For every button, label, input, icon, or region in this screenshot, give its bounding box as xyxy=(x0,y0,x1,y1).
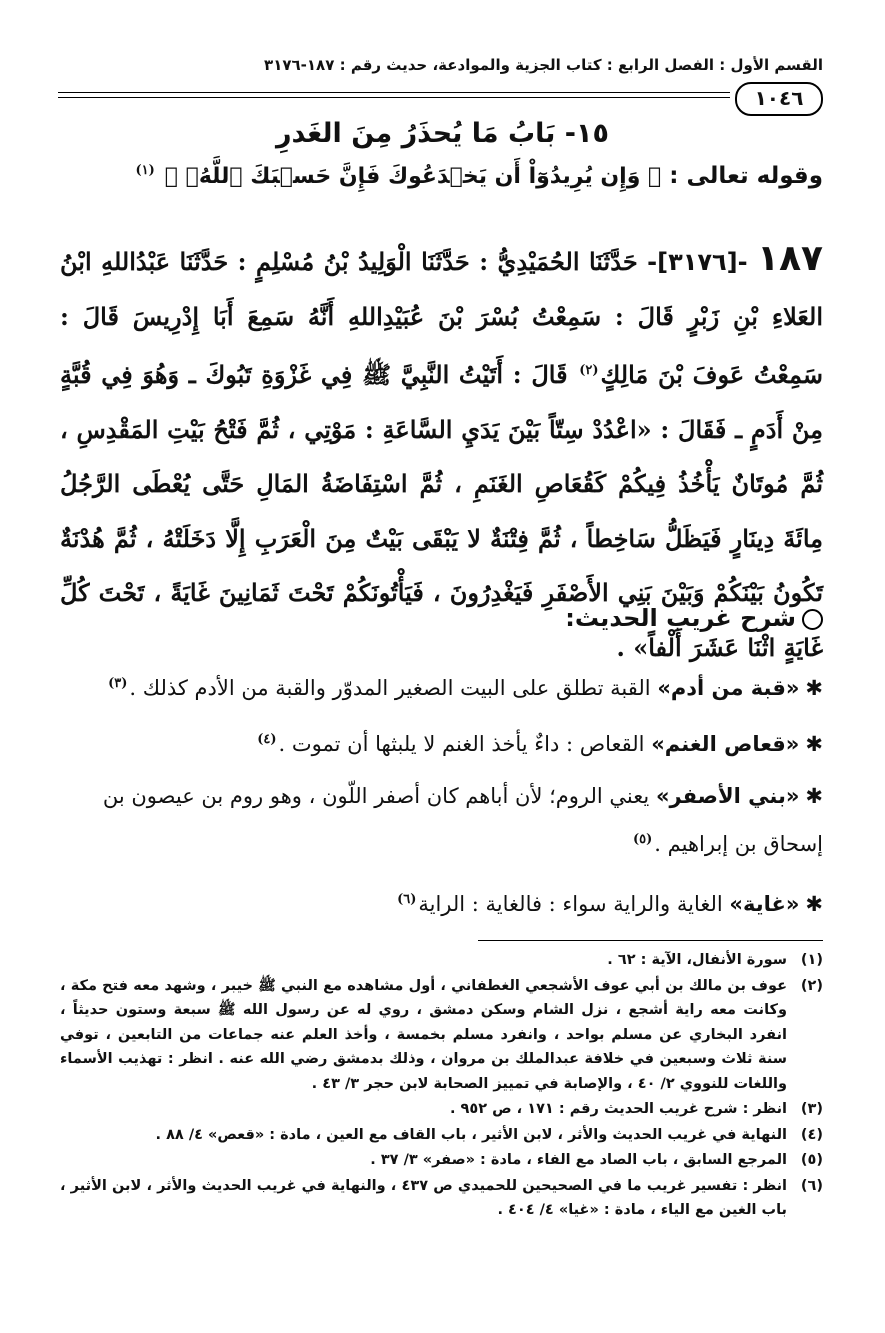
footnote-ref: (١) xyxy=(135,163,155,179)
footnote-ref: (٣) xyxy=(108,676,128,691)
gloss-text: الغاية والراية سواء : فالغاية : الراية xyxy=(418,892,723,916)
gloss-text: القعاص : داءٌ يأخذ الغنم لا يلبثها أن تموت . xyxy=(278,732,645,756)
gloss-term: «قعاص الغنم» xyxy=(651,732,800,756)
header-rule xyxy=(58,92,730,93)
verse-label: وقوله تعالى : xyxy=(669,163,823,189)
header-rule-inner xyxy=(58,97,730,98)
gloss-term: «بني الأصفر» xyxy=(655,784,800,808)
gloss-text: يعني الروم؛ لأن أباهم كان أصفر اللّون ، وهو روم بن عيصون بن إسحاق بن إبراهيم . xyxy=(102,784,823,856)
gloss-item xyxy=(60,774,823,866)
footnote-text: عوف بن مالك بن أبي عوف الأشجعي الغطفاني ، أول مشاهده مع النبي ﷺ خيبر ، وشهد معه فتح مكة ، وكانت معه راية أشجع ، نزل الشام وسكن دمشق ، روي له عن رسول الله ﷺ سبعة وستون حديثاً ، انفرد البخاري عن مسلم بواحد ، وانفرد مسلم بخمسة ، وأخذ العلم عنه جماعات من التابعين ، توفي سنة ثلاث وسبعين في خلافة عبدالملك بن مروان ، وذلك بدمشق رضي الله عنه . انظر : تهذيب الأسماء واللغات للنووي ٢/ ٤٠ ، والإصابة في تمييز الصحابة لابن حجر ٣/ ٤٣ . xyxy=(60,977,787,1092)
page-number: ١٠٤٦ xyxy=(735,82,823,116)
footnote-text: المرجع السابق ، باب الصاد مع الفاء ، مادة : «صفر» ٣/ ٣٧ . xyxy=(370,1152,787,1168)
footnote xyxy=(60,1148,823,1173)
gloss-term: «غاية» xyxy=(729,892,800,916)
asterisk-icon: ✱ xyxy=(805,732,823,756)
footnote-ref: (٤) xyxy=(257,732,277,747)
asterisk-icon: ✱ xyxy=(805,784,823,808)
gloss-text: القبة تطلق على البيت الصغير المدوّر والقبة من الأدم كذلك . xyxy=(129,676,651,700)
gloss-item xyxy=(60,718,823,766)
hadith-reference: -[٣١٧٦]- xyxy=(647,248,748,276)
footnote-ref: (٦) xyxy=(397,892,417,907)
hadith-chain: حَدَّثَنَا الحُمَيْدِيُّ : حَدَّثَنَا الْوَلِيدُ بْنُ مُسْلِمٍ : حَدَّثَنَا عَبْدُاللهِ ابْنُ العَلاءِ بْنِ زَبْرٍ قَالَ : سَمِعْتُ بُسْرَ بْنَ عُبَيْدِاللهِ أَنَّهُ سَمِعَ أَبَا إِدْرِيسَ قَالَ : سَمِعْتُ عَوفَ بْنَ مَالِكٍ xyxy=(60,247,823,389)
footnote-separator xyxy=(478,940,823,941)
footnote-text: انظر : شرح غريب الحديث رقم : ١٧١ ، ص ٩٥٢ . xyxy=(449,1101,787,1117)
gloss-item xyxy=(60,662,823,710)
footnote-number: (٣) xyxy=(800,1101,823,1117)
asterisk-icon: ✱ xyxy=(805,676,823,700)
footnote-number: (٥) xyxy=(800,1152,823,1168)
footnote-text: انظر : تفسير غريب ما في الصحيحين للحميدي ص ٤٣٧ ، والنهاية في غريب الحديث والأثر ، لابن الأثير ، باب الغين مع الياء ، مادة : «غيا» ٤/ ٤٠٤ . xyxy=(60,1177,787,1218)
asterisk-icon: ✱ xyxy=(805,892,823,916)
section-heading: شرح غريب الحديث: xyxy=(565,604,823,632)
footnote-number: (١) xyxy=(800,952,823,968)
footnote-text: النهاية في غريب الحديث والأثر ، لابن الأثير ، باب القاف مع العين ، مادة : «قعص» ٤/ ٨٨ . xyxy=(155,1126,787,1143)
footnote-number: (٤) xyxy=(800,1126,823,1143)
footnote-number: (٢) xyxy=(800,977,823,994)
footnote xyxy=(60,1174,823,1223)
footnote-number: (٦) xyxy=(800,1177,823,1194)
running-header: القسم الأول : الفصل الرابع : كتاب الجزية والموادعة، حديث رقم : ١٨٧-٣١٧٦ xyxy=(264,56,823,74)
verse-text: ﴿ وَإِن يُرِيدُوٓاْ أَن يَخۡدَعُوكَ فَإِنَّ حَسۡبَكَ ٱللَّهُۚ ﴾ xyxy=(164,164,662,189)
footnotes xyxy=(60,948,823,1224)
hadith-number: ١٨٧ xyxy=(757,238,824,279)
footnote xyxy=(60,1123,823,1148)
hadith-body: قَالَ : أَتَيْتُ النَّبِيَّ ﷺ فِي غَزْوَةِ تَبُوكَ ـ وَهُوَ فِي قُبَّةٍ مِنْ أَدَمٍ ـ فَقَالَ : «اعْدُدْ سِتّاً بَيْنَ يَدَيِ السَّاعَةِ : مَوْتِي ، ثُمَّ فَتْحُ بَيْتِ المَقْدِسِ ، ثُمَّ مُوتَانٌ يَأْخُذُ فِيكُمْ كَقُعَاصِ الغَنَمِ ، ثُمَّ اسْتِفَاضَةُ المَالِ حَتَّى يُعْطَى الرَّجُلُ مِائَةَ دِينَارٍ فَيَظَلُّ سَاخِطاً ، ثُمَّ فِتْنَةٌ لا يَبْقَى بَيْتٌ مِنَ الْعَرَبِ إِلَّا دَخَلَتْهُ ، ثُمَّ هُدْنَةٌ تَكُونُ بَيْنَكُمْ وَبَيْنَ بَنِي الأَصْفَرِ فَيَغْدِرُونَ ، فَيَأْتُونَكُمْ تَحْتَ ثَمَانِينَ غَايَةً ، تَحْتَ كُلِّ غَايَةٍ اثْنَا عَشَرَ أَلْفاً» . xyxy=(60,360,823,662)
gloss-item xyxy=(60,878,823,926)
footnote xyxy=(60,948,823,973)
footnote xyxy=(60,1097,823,1122)
chapter-title: ١٥- بَابُ مَا يُحذَرُ مِنَ الغَدرِ xyxy=(276,118,609,149)
quran-verse-line xyxy=(60,162,823,189)
footnote xyxy=(60,974,823,1097)
gloss-term: «قبة من أدم» xyxy=(657,676,800,700)
footnote-ref: (٥) xyxy=(633,832,653,847)
circle-bullet-icon xyxy=(802,609,823,630)
footnote-text: سورة الأنفال، الآية : ٦٢ . xyxy=(607,952,787,968)
footnote-ref: (٢) xyxy=(579,363,599,378)
